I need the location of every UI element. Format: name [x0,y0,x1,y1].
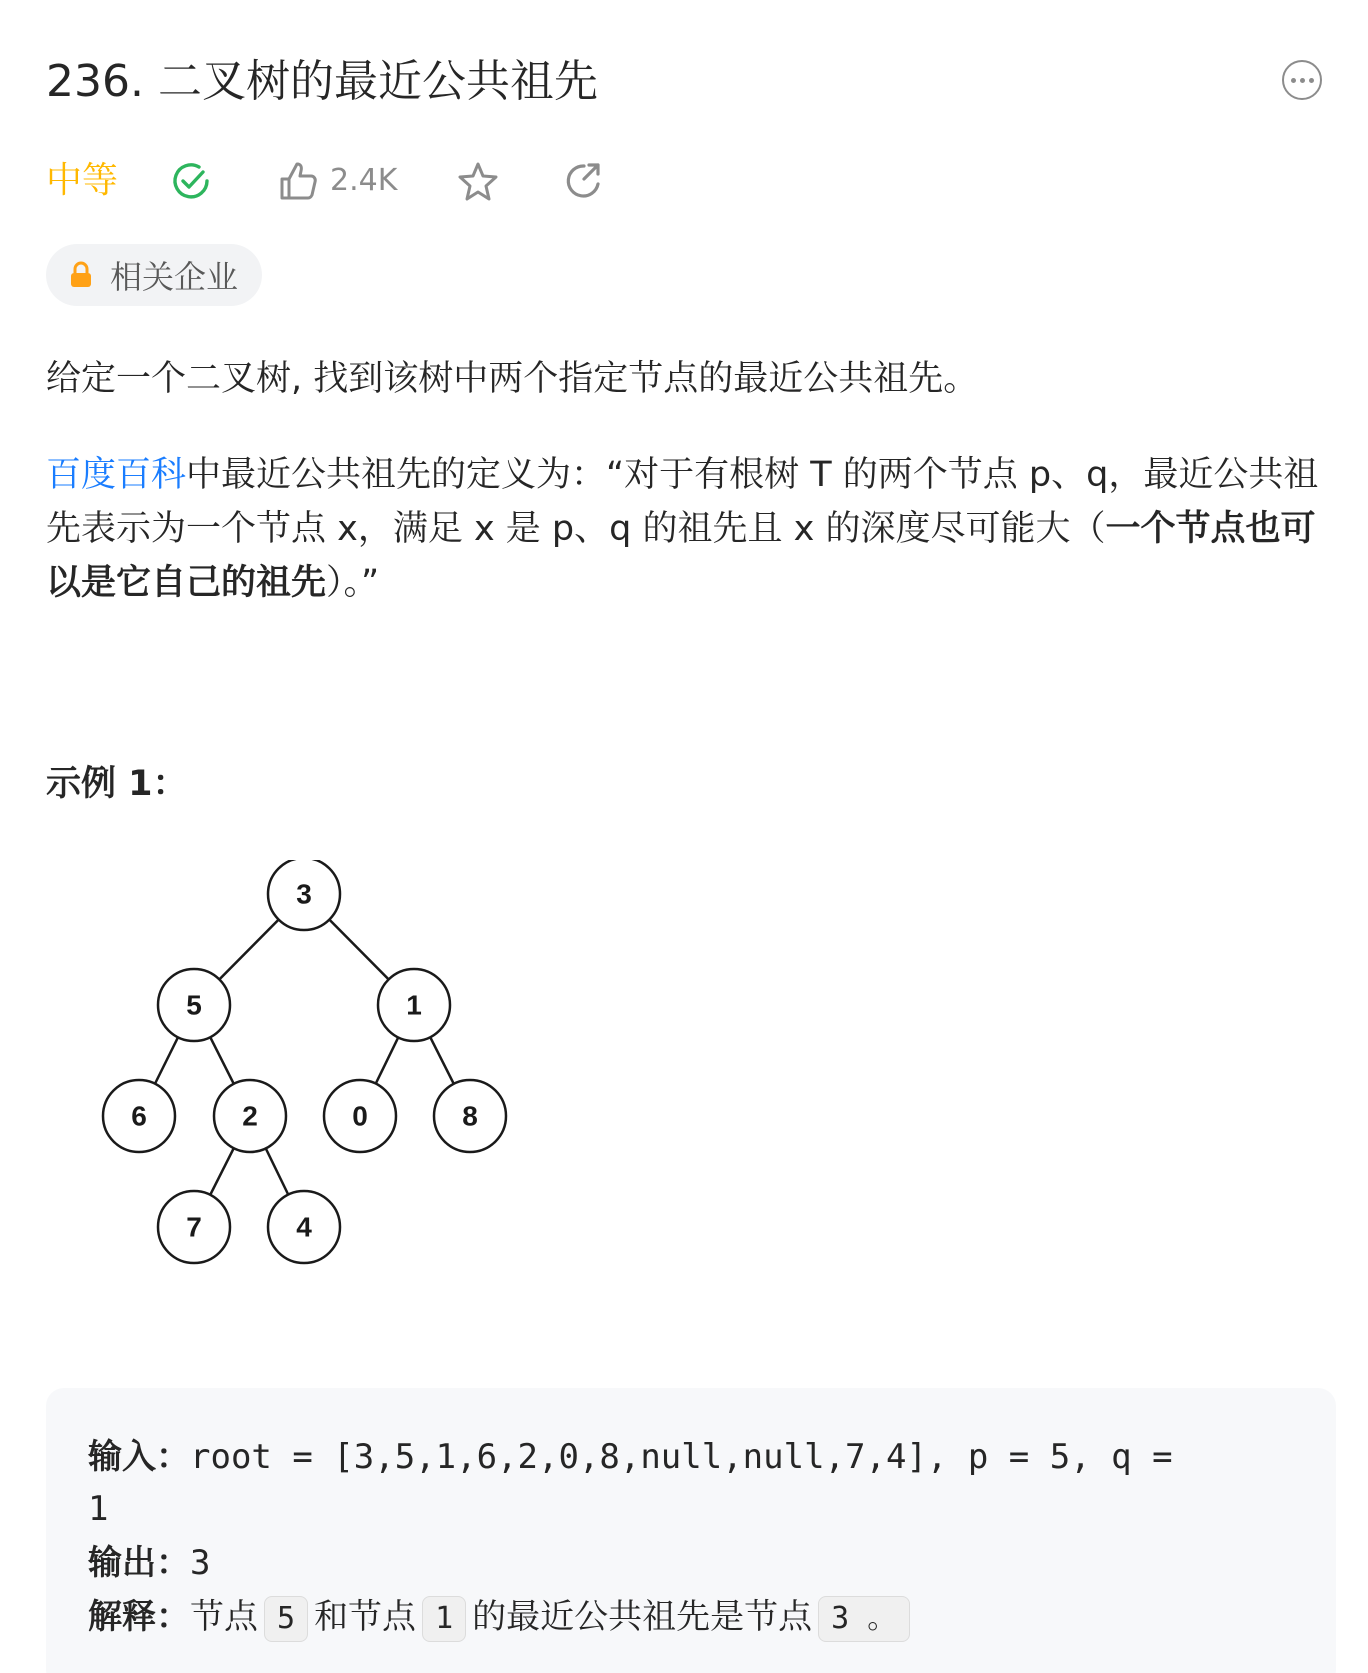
example-title: 示例 1： [46,764,188,804]
check-circle-icon [170,160,212,202]
problem-title: 236. 二叉树的最近公共祖先 [46,56,598,107]
explain-text: 节点 [190,1597,258,1637]
definition-end: ）。” [326,563,380,603]
code-chip: 1 [422,1596,466,1642]
explain-text: 和节点 [314,1597,417,1637]
more-icon[interactable] [1282,60,1322,100]
lock-icon [68,261,94,289]
baidu-baike-link[interactable]: 百度百科 [46,455,187,495]
example-input [88,1432,1173,1482]
like-count: 2.4K [330,163,398,198]
definition-bold: 一个节点也可以是它自己的祖先 [46,509,1316,603]
example-block [46,1388,1336,1673]
tree-node-label: 3 [296,878,312,910]
tree-node-label: 8 [462,1100,478,1132]
explain-text: 的最近公共祖先是节点 [472,1597,813,1637]
output-value: 3 [190,1543,211,1583]
code-chip: 5 [264,1596,308,1642]
binary-tree-diagram [80,860,540,1280]
tree-node-label: 7 [186,1211,202,1243]
input-value-cont: 1 [88,1489,109,1529]
star-icon[interactable] [456,160,500,204]
input-value: root = [3,5,1,6,2,0,8,null,null,7,4], p = 5, q = [190,1437,1173,1477]
definition-text: 中最近公共祖先的定义为：“对于有根树 T 的两个节点 p、q，最近公共祖先表示为一个节点 x，满足 x 是 p、q 的祖先且 x 的深度尽可能大（ [46,455,1319,549]
thumb-up-icon [278,160,318,202]
like-button[interactable] [278,158,397,204]
share-icon[interactable] [562,160,604,202]
tree-node-label: 4 [296,1211,312,1243]
problem-definition [46,448,1336,610]
problem-meta [46,150,746,214]
output-label: 输出： [88,1543,190,1583]
code-chip: 3 。 [818,1596,910,1642]
tree-node-label: 1 [406,989,422,1021]
example-explanation [88,1592,916,1642]
company-tag-label: 相关企业 [110,258,239,296]
problem-description: 给定一个二叉树, 找到该树中两个指定节点的最近公共祖先。 [46,359,979,399]
tree-node-label: 6 [131,1100,147,1132]
tree-node-label: 5 [186,989,202,1021]
input-label: 输入： [88,1437,190,1477]
example-input-cont [88,1484,108,1534]
tree-node-label: 0 [352,1100,368,1132]
example-output [88,1538,210,1588]
tree-node-label: 2 [242,1100,258,1132]
company-tag-button[interactable] [46,244,262,306]
difficulty-badge: 中等 [46,160,119,201]
explain-label: 解释： [88,1597,190,1637]
